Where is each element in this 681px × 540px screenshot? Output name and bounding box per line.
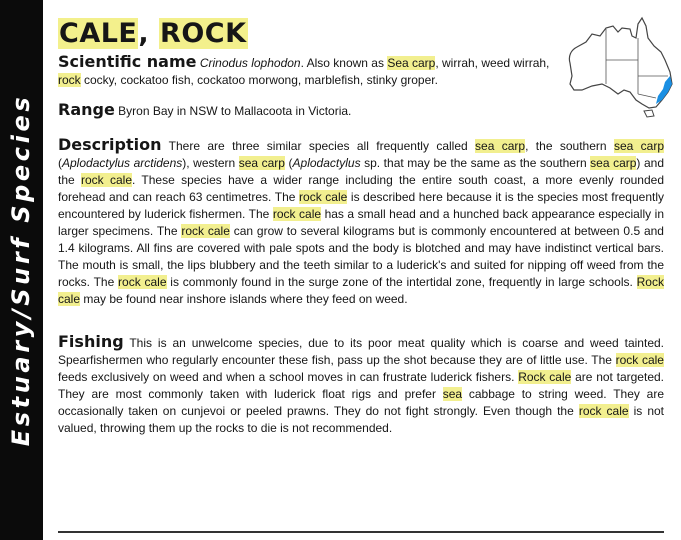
fishing-heading: Fishing bbox=[58, 332, 124, 351]
page-title bbox=[58, 18, 248, 50]
description-paragraph: Description There are three similar species all frequently called sea carp, the southern sea carp (Aplodactylus arctidens), western sea carp (Aplodactylus sp. that may be the same as the southern sea carp) and the rock cale. These species have a wider range including the entire south coast, a more evenly rounded forehead and can reach 63 centimetres. The rock cale is described here because it is the species most frequently encountered by luderick fishermen. The rock cale has a small head and a hunched back appearance especially in larger specimens. The rock cale can grow to several kilograms but is commonly encountered at between 0.5 and 1.4 kilograms. All fins are covered with pale spots and the body is blotched and may have indistinct vertical bars. The mouth is small, the lips blubbery and the teeth similar to a luderick's and suited for nipping off weed from the rocks. The rock cale is commonly found in the surge zone of the intertidal zone, frequently in large schools. Rock cale may be found near inshore islands where they feed on weed. bbox=[58, 135, 665, 306]
description-heading: Description bbox=[58, 135, 162, 154]
tasmania-outline bbox=[644, 110, 654, 117]
title-cale: CALE bbox=[59, 18, 138, 49]
bottom-divider bbox=[58, 531, 664, 533]
range-text: Byron Bay in NSW to Mallacoota in Victoria. bbox=[118, 104, 352, 118]
sidebar-label: Estuary/Surf Species bbox=[7, 93, 35, 447]
range-paragraph bbox=[58, 101, 558, 120]
australia-outline bbox=[569, 18, 672, 108]
sidebar-band bbox=[0, 0, 43, 540]
australia-map-icon bbox=[562, 16, 674, 118]
range-heading: Range bbox=[58, 100, 115, 119]
title-rock: ROCK bbox=[160, 18, 247, 49]
scientific-name-paragraph: Scientific name Crinodus lophodon. Also known as Sea carp, wirrah, weed wirrah, rock cocky, cockatoo fish, cockatoo morwong, marblefish, stinky groper. bbox=[58, 52, 550, 87]
species-latin-name: Crinodus lophodon bbox=[199, 56, 301, 70]
title-separator: , bbox=[138, 18, 160, 49]
fishing-paragraph: Fishing This is an unwelcome species, due to its poor meat quality which is coarse and weed tainted. Spearfishermen who regularly encounter these fish, pass up the shot because they are of little use. The rock cale feeds exclusively on weed and when a school moves in can frustrate luderick fishers. Rock cale are not targeted. They are most commonly taken with luderick float rigs and prefer sea cabbage to string weed. They are occasionally taken on cunjevoi or peeled prawns. They do not fight strongly. Even though the rock cale is not valued, throwing them up the rocks to die is not recommended. bbox=[58, 332, 665, 435]
scientific-name-heading: Scientific name bbox=[58, 52, 197, 71]
